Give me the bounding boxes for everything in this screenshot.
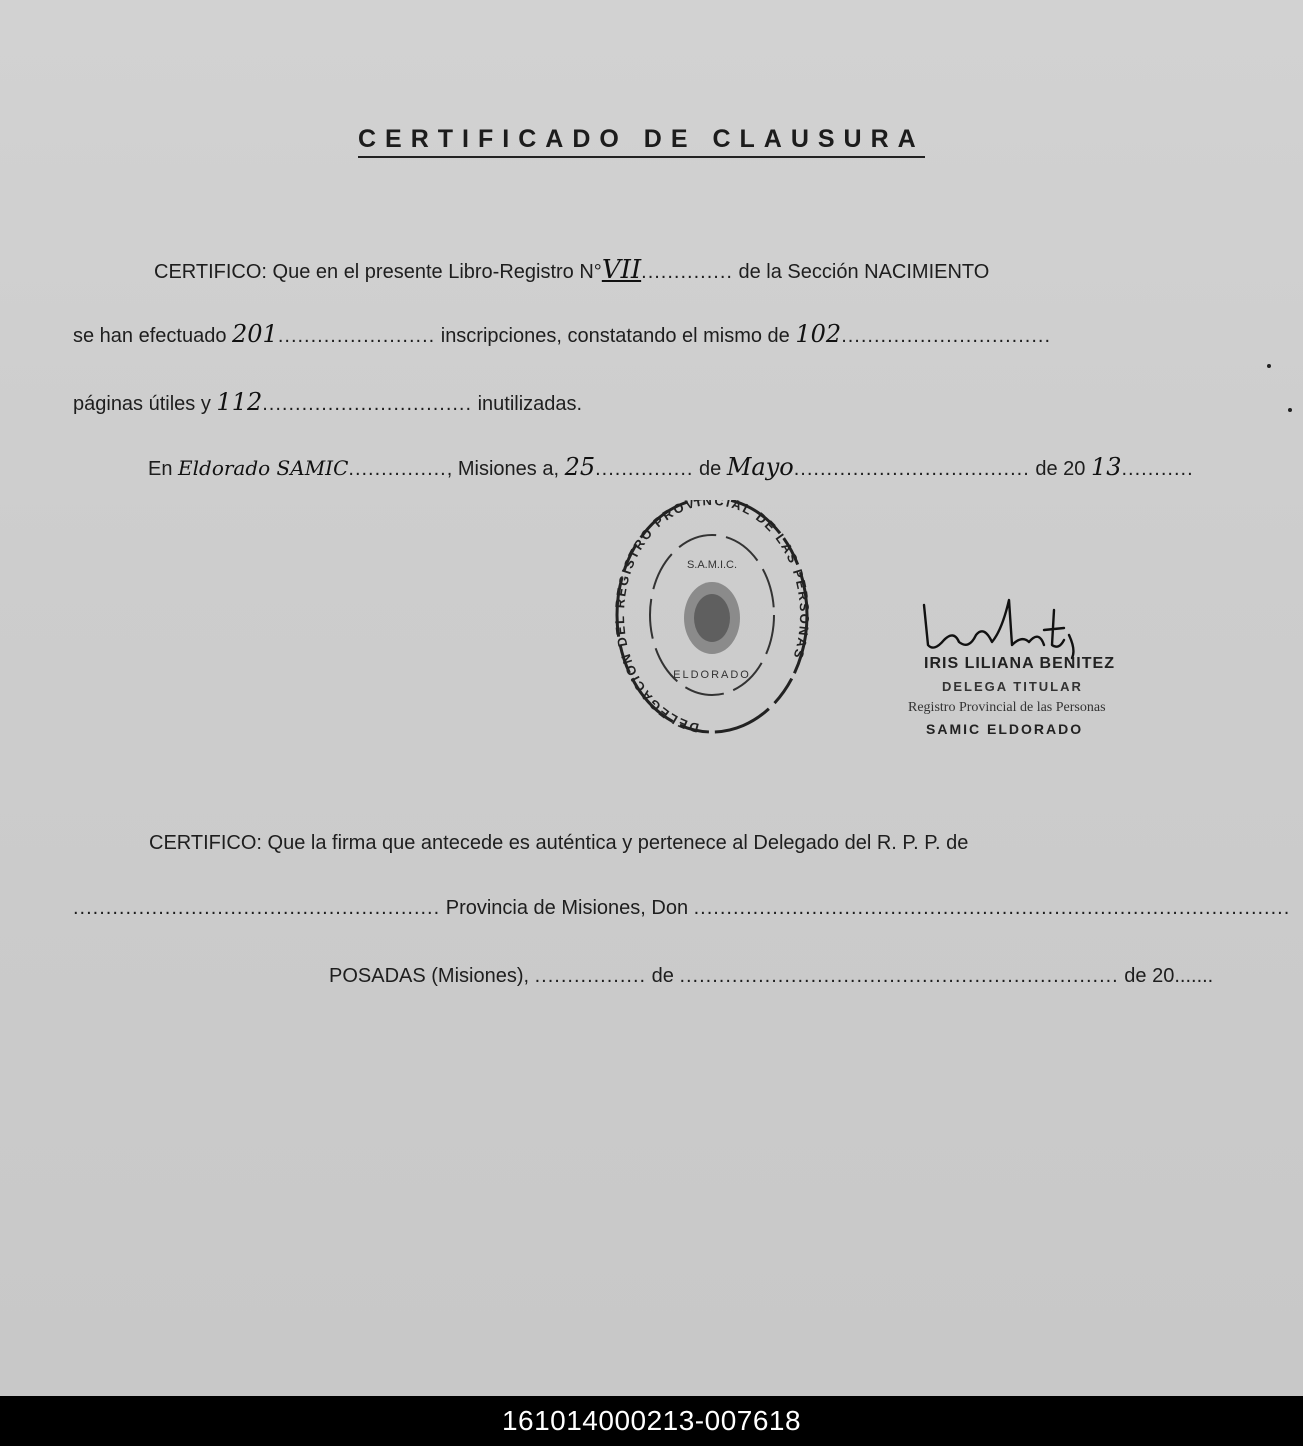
text: inscripciones, constatando el mismo de [435,325,796,347]
handwritten-book-number: VII [601,255,642,285]
dots: ................. [534,965,647,987]
dots: ........................ [277,325,436,347]
official-stamp [612,500,812,745]
stamp-inner-top: S.A.M.I.C. [686,559,738,571]
scan-speck [1267,364,1271,368]
certifico-line-1 [154,255,989,285]
certifico-line-4 [148,453,1194,481]
scan-footer-code: 161014000213-007618 [0,1396,1303,1446]
dots: ................................................................... [679,965,1119,987]
dots: .................................... [793,458,1030,480]
text: páginas útiles y [73,393,217,415]
signer-location: SAMIC ELDORADO [926,721,1084,737]
signer-organization: Registro Provincial de las Personas [908,700,1106,715]
dots: ........................................................................................... [693,897,1291,919]
dots: ........... [1121,458,1194,480]
dots: ................................ [262,393,473,415]
text: inutilizadas. [472,393,583,415]
text: de [693,458,727,480]
scan-speck [1288,408,1292,412]
dots: ................................ [841,325,1051,347]
text: de 20 [1029,458,1091,480]
handwritten-pages-count: 102 [795,320,842,348]
handwritten-unused-count: 112 [216,388,263,416]
document-title: CERTIFICADO DE CLAUSURA [358,125,925,158]
handwritten-inscriptions-count: 201 [232,320,278,348]
text: CERTIFICO: Que en el presente Libro-Registro N° [154,261,602,283]
dots: ........................................................ [73,897,441,919]
handwritten-place: Eldorado SAMIC [178,456,349,480]
stamp-ring-text: DELEGACION DEL REGISTRO PROVINCIAL DE LAS PERSONAS [612,500,812,736]
stamp-inner-bottom: ELDORADO [673,669,751,681]
stamp-svg [612,500,812,745]
text: , Misiones a, [446,458,565,480]
signer-role: DELEGA TITULAR [942,679,1083,694]
certifico-line-2 [73,320,1051,348]
signer-name: IRIS LILIANA BENITEZ [924,655,1115,672]
certifico-signature-line-2 [73,897,1290,920]
certifico-signature-line-3 [329,965,1213,988]
handwritten-signature [914,590,1114,660]
handwritten-year: 13 [1090,453,1122,481]
certifico-line-3 [73,388,582,416]
text: de [646,965,680,987]
handwritten-day: 25 [564,453,596,481]
dots: .............. [641,261,733,283]
text: de la Sección NACIMIENTO [732,261,990,283]
text: Provincia de Misiones, Don [440,897,694,919]
handwritten-month: Mayo [726,453,794,481]
text: POSADAS (Misiones), [329,965,535,987]
dots: ............... [348,458,447,480]
dots: ............... [595,458,694,480]
text: En [148,458,179,480]
text: de 20....... [1118,965,1214,987]
text: se han efectuado [73,325,233,347]
certifico-signature-line-1: CERTIFICO: Que la firma que antecede es auténtica y pertenece al Delegado del R. P. P. de [149,832,969,854]
